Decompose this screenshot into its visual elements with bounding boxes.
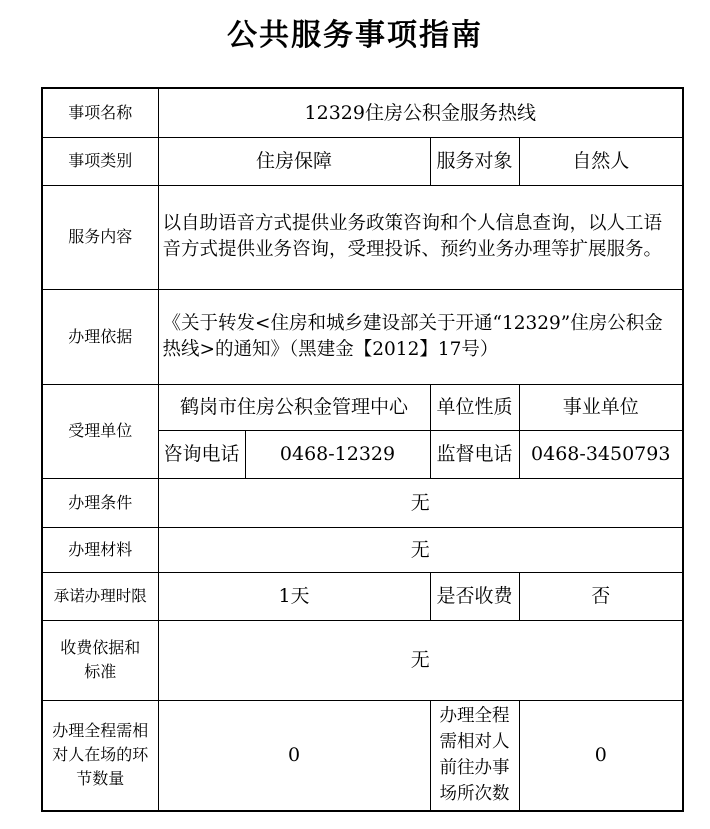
fee-value: 否 [519, 572, 683, 620]
row-conditions [42, 478, 683, 527]
basis-value: 《关于转发<住房和城乡建设部关于开通“12329”住房公积金热线>的通知》（黑建金【2012】17号） [158, 289, 683, 384]
row-unit [42, 384, 683, 430]
consult-phone-value: 0468-12329 [245, 430, 430, 478]
onsite-label [42, 700, 158, 811]
content-label: 服务内容 [42, 185, 158, 289]
fee-label: 是否收费 [430, 572, 519, 620]
basis-label: 办理依据 [42, 289, 158, 384]
content-value: 以自助语音方式提供业务政策咨询和个人信息查询，以人工语音方式提供业务咨询，受理投诉、预约业务办理等扩展服务。 [158, 185, 683, 289]
fee-basis-label [42, 620, 158, 700]
unit-nature-value: 事业单位 [519, 384, 683, 430]
row-category [42, 137, 683, 185]
target-label: 服务对象 [430, 137, 519, 185]
visits-value: 0 [519, 700, 683, 811]
category-label: 事项类别 [42, 137, 158, 185]
row-fee-basis [42, 620, 683, 700]
onsite-value: 0 [158, 700, 430, 811]
unit-label: 受理单位 [42, 384, 158, 478]
item-name-label: 事项名称 [42, 88, 158, 137]
supervise-phone-value: 0468-3450793 [519, 430, 683, 478]
fee-basis-value: 无 [158, 620, 683, 700]
row-time-limit [42, 572, 683, 620]
conditions-value: 无 [158, 478, 683, 527]
time-limit-value: 1天 [158, 572, 430, 620]
materials-label: 办理材料 [42, 527, 158, 572]
consult-phone-label: 咨询电话 [158, 430, 245, 478]
visits-label [430, 700, 519, 811]
item-name-value: 12329住房公积金服务热线 [158, 88, 683, 137]
service-guide-table [41, 87, 684, 812]
onsite-label-text: 办理全程需相对人在场的环节数量 [52, 721, 149, 789]
materials-value: 无 [158, 527, 683, 572]
conditions-label: 办理条件 [42, 478, 158, 527]
row-basis [42, 289, 683, 384]
row-content [42, 185, 683, 289]
target-value: 自然人 [519, 137, 683, 185]
page-title: 公共服务事项指南 [227, 18, 483, 53]
row-onsite [42, 700, 683, 811]
fee-basis-label-text: 收费依据和标准 [60, 638, 141, 681]
unit-name: 鹤岗市住房公积金管理中心 [158, 384, 430, 430]
category-value: 住房保障 [158, 137, 430, 185]
row-materials [42, 527, 683, 572]
visits-label-text: 办理全程需相对人前往办事场所次数 [439, 706, 510, 805]
supervise-phone-label: 监督电话 [430, 430, 519, 478]
row-item-name [42, 88, 683, 137]
unit-nature-label: 单位性质 [430, 384, 519, 430]
time-limit-label: 承诺办理时限 [42, 572, 158, 620]
